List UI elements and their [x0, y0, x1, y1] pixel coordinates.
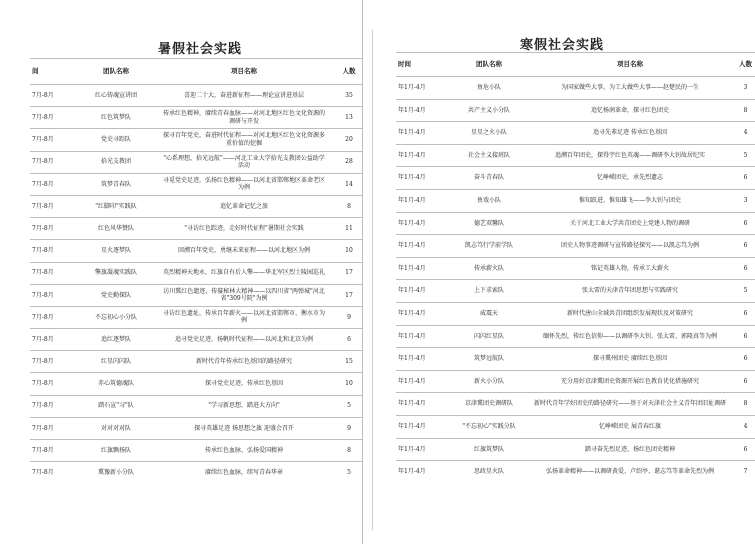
cell-team: "不忘初心"实践分队 — [448, 415, 530, 438]
table-row — [30, 306, 363, 328]
cell-team: 不忘初心小分队 — [72, 306, 160, 328]
cell-time: 年1月-4月 — [396, 325, 448, 348]
table-row — [396, 167, 755, 190]
cell-project: 惟知跃进，惟知雄飞——李大钊与团史 — [530, 189, 730, 212]
cell-time: 7月-8月 — [30, 440, 72, 462]
header-project: 项目名称 — [160, 59, 328, 85]
cell-team: 踏石宣"习"队 — [72, 395, 160, 417]
cell-time: 7月-8月 — [30, 395, 72, 417]
cell-time: 年1月-4月 — [396, 257, 448, 280]
cell-count: 6 — [730, 212, 755, 235]
cell-team: 赤心筑德魂队 — [72, 373, 160, 395]
table-row — [396, 393, 755, 416]
cell-time: 7月-8月 — [30, 173, 72, 195]
cell-project: 追忆杨润革命，探寻红色团史 — [530, 99, 730, 122]
cell-team: 党史勤探队 — [72, 284, 160, 306]
winter-practice-table — [396, 52, 755, 483]
cell-count: 7 — [730, 461, 755, 484]
cell-count: 35 — [328, 85, 363, 107]
table-row — [396, 122, 755, 145]
cell-team: 对对对对队 — [72, 417, 160, 439]
cell-team: 党史寻踪队 — [72, 129, 160, 151]
cell-count: 17 — [328, 262, 363, 284]
page-divider — [372, 30, 373, 530]
table-row — [396, 415, 755, 438]
cell-time: 年1月-4月 — [396, 189, 448, 212]
table-header-row — [396, 53, 755, 77]
cell-count: 9 — [328, 306, 363, 328]
cell-count: 5 — [730, 280, 755, 303]
cell-time: 年1月-4月 — [396, 438, 448, 461]
cell-team: 筑梦远航队 — [448, 348, 530, 371]
table-row — [396, 99, 755, 122]
table-row — [30, 195, 363, 217]
cell-team: 奋斗青春队 — [448, 167, 530, 190]
cell-project: 新时代青年传承红色基因的路径研究 — [160, 351, 328, 373]
table-row — [30, 85, 363, 107]
table-row — [396, 235, 755, 258]
cell-team: 鱼戏小队 — [448, 189, 530, 212]
cell-team: 上下求索队 — [448, 280, 530, 303]
cell-count: 6 — [730, 302, 755, 325]
cell-count: 6 — [328, 329, 363, 351]
cell-count: 10 — [328, 240, 363, 262]
table-header-row — [30, 59, 363, 85]
cell-project: 充分用好京津冀团史资源开展红色教育优化措施研究 — [530, 370, 730, 393]
cell-team: 星星之火小队 — [448, 122, 530, 145]
summer-practice-table — [30, 58, 363, 484]
cell-count: 6 — [730, 325, 755, 348]
cell-project: 喜迎二十大，奋进新征程——理论宣讲进基层 — [160, 85, 328, 107]
cell-project: 回溯百年党史，勇继未来征程——以河北地区为例 — [160, 240, 328, 262]
table-row — [30, 218, 363, 240]
cell-time: 7月-8月 — [30, 129, 72, 151]
summer-practice-sheet — [30, 0, 363, 544]
cell-count: 11 — [328, 218, 363, 240]
table-row — [396, 280, 755, 303]
cell-project: 探寻冀州团史 赓续红色基因 — [530, 348, 730, 371]
cell-count: 8 — [730, 99, 755, 122]
cell-time: 年1月-4月 — [396, 280, 448, 303]
cell-team: 红旗飘扬队 — [72, 440, 160, 462]
cell-time: 年1月-4月 — [396, 461, 448, 484]
cell-time: 年1月-4月 — [396, 370, 448, 393]
cell-count: 6 — [730, 348, 755, 371]
cell-time: 7月-8月 — [30, 306, 72, 328]
cell-count: 9 — [328, 417, 363, 439]
cell-count: 5 — [328, 395, 363, 417]
table-row — [30, 129, 363, 151]
cell-project: 关于河北工业大学共青团史上党建人物的调研 — [530, 212, 730, 235]
cell-team: 追红逐梦队 — [72, 329, 160, 351]
cell-team: 京津冀团史调研队 — [448, 393, 530, 416]
cell-count: 5 — [328, 462, 363, 484]
cell-count: 6 — [730, 370, 755, 393]
cell-team: 传承薪火队 — [448, 257, 530, 280]
cell-team: 德艺双馨队 — [448, 212, 530, 235]
table-row — [30, 173, 363, 195]
header-project: 项目名称 — [530, 53, 730, 77]
cell-time: 7月-8月 — [30, 462, 72, 484]
cell-time: 7月-8月 — [30, 373, 72, 395]
cell-count: 6 — [730, 438, 755, 461]
table-row — [396, 257, 755, 280]
cell-project: 缅怀先烈，传红色信仰——以调研李大钊、张太雷、郭隆真等为例 — [530, 325, 730, 348]
cell-team: 红心铸魂宣讲团 — [72, 85, 160, 107]
cell-time: 7月-8月 — [30, 195, 72, 217]
cell-project: 忆峥嵘团史 展青春红旗 — [530, 415, 730, 438]
cell-project: 传承红色血脉，弘扬爱国精神 — [160, 440, 328, 462]
cell-time: 7月-8月 — [30, 218, 72, 240]
cell-time: 7月-8月 — [30, 262, 72, 284]
cell-project: 新时代青年学好团史的路径研究——基于对天津社会主义青年团旧址调研 — [530, 393, 730, 416]
cell-count: 14 — [328, 173, 363, 195]
cell-time: 年1月-4月 — [396, 122, 448, 145]
cell-time: 7月-8月 — [30, 329, 72, 351]
cell-project: 追寻先辈足迹 传承红色基因 — [530, 122, 730, 145]
summer-sheet-title: 暑假社会实践 — [158, 42, 243, 57]
cell-time: 年1月-4月 — [396, 167, 448, 190]
cell-team: 新火小分队 — [448, 370, 530, 393]
cell-time: 7月-8月 — [30, 85, 72, 107]
table-row — [396, 302, 755, 325]
cell-time: 年1月-4月 — [396, 99, 448, 122]
cell-count: 28 — [328, 151, 363, 173]
cell-project: 团史人物事迹调研与宣传路径探究——以凯志笃为例 — [530, 235, 730, 258]
cell-team: 筑梦青春队 — [72, 173, 160, 195]
table-row — [396, 325, 755, 348]
cell-count: 20 — [328, 129, 363, 151]
cell-team: 凯志笃行学前学队 — [448, 235, 530, 258]
cell-time: 年1月-4月 — [396, 77, 448, 100]
cell-team: 红旗筑梦队 — [448, 438, 530, 461]
table-row — [396, 189, 755, 212]
cell-project: 弘扬革命精神——以调研黄爱、卢绍亭、谌志笃等革命先烈为例 — [530, 461, 730, 484]
cell-team: 擎旗凝魂实践队 — [72, 262, 160, 284]
cell-time: 7月-8月 — [30, 107, 72, 129]
cell-project: 为国家做些大事，为工大做些大事——赵楚民的一生 — [530, 77, 730, 100]
table-row — [30, 151, 363, 173]
cell-count: 3 — [730, 189, 755, 212]
table-row — [396, 348, 755, 371]
table-row — [30, 262, 363, 284]
cell-count: 3 — [730, 77, 755, 100]
header-team: 团队名称 — [448, 53, 530, 77]
cell-time: 7月-8月 — [30, 351, 72, 373]
cell-time: 年1月-4月 — [396, 393, 448, 416]
cell-project: 追寻党史足迹，扬帆时代征程——以河北和北京为例 — [160, 329, 328, 351]
winter-practice-sheet — [380, 0, 755, 544]
cell-team: 拾光支教团 — [72, 151, 160, 173]
cell-team: 冀豫新小分队 — [72, 462, 160, 484]
table-row — [30, 373, 363, 395]
cell-project: 新时代唐山全域共青团组织发展现状及对策研究 — [530, 302, 730, 325]
cell-team: 威震天 — [448, 302, 530, 325]
cell-project: 寻访红色遗址，传承百年薪火——以河北省邯郸市、衡水市为例 — [160, 306, 328, 328]
cell-project: 英烈精神天地永，红旗自有后人擎——华北军区烈士陵园巡礼 — [160, 262, 328, 284]
cell-project: 张太雷的天津青年团思想与实践研究 — [530, 280, 730, 303]
cell-count: 15 — [328, 351, 363, 373]
cell-team: 社会主义接班队 — [448, 144, 530, 167]
cell-project: 铭记英雄人物，传承工大薪火 — [530, 257, 730, 280]
cell-project: 探寻党史足迹，传承红色基因 — [160, 373, 328, 395]
cell-time: 年1月-4月 — [396, 144, 448, 167]
cell-count: 8 — [328, 440, 363, 462]
cell-team: 星火逐梦队 — [72, 240, 160, 262]
table-row — [396, 77, 755, 100]
table-row — [396, 144, 755, 167]
header-time: 间 — [30, 59, 72, 85]
cell-count: 8 — [730, 393, 755, 416]
cell-project: 访川冀红色遗迹，传璇秘林大精神——以四川省"两弹城"河北省"309号院"为例 — [160, 284, 328, 306]
cell-team: 共产主义小分队 — [448, 99, 530, 122]
cell-time: 年1月-4月 — [396, 348, 448, 371]
cell-project: 踏寻奋先烈足迹，扬红色团史精神 — [530, 438, 730, 461]
cell-project: 探寻百年党史，奋进时代征程——对河北地区红色文化资源多重价值的挖掘 — [160, 129, 328, 151]
cell-count: 4 — [730, 122, 755, 145]
cell-time: 7月-8月 — [30, 240, 72, 262]
table-row — [30, 329, 363, 351]
cell-time: 7月-8月 — [30, 417, 72, 439]
cell-project: 传承红色精神，赓续青春血脉——对河北地区红色文化资源的调研与开发 — [160, 107, 328, 129]
cell-count: 6 — [730, 257, 755, 280]
table-row — [30, 395, 363, 417]
cell-count: 4 — [730, 415, 755, 438]
header-count: 人数 — [730, 53, 755, 77]
cell-time: 年1月-4月 — [396, 212, 448, 235]
table-row — [30, 240, 363, 262]
table-row — [396, 212, 755, 235]
table-row — [30, 351, 363, 373]
cell-project: "学习新思想，踏进大方向" — [160, 395, 328, 417]
table-row — [396, 370, 755, 393]
table-row — [30, 440, 363, 462]
winter-sheet-title: 寒假社会实践 — [520, 38, 605, 53]
cell-project: 追忆革命记忆之旅 — [160, 195, 328, 217]
header-team: 团队名称 — [72, 59, 160, 85]
cell-time: 年1月-4月 — [396, 415, 448, 438]
cell-team: "红脚印"实践队 — [72, 195, 160, 217]
cell-time: 年1月-4月 — [396, 302, 448, 325]
cell-project: "心系理想，拾光远航"——河北工业大学拾光支教团公益助学活动 — [160, 151, 328, 173]
cell-team: 思政星火队 — [448, 461, 530, 484]
cell-project: 追溯百年团史，探得宇红色英魂——调研李大钊故居纪实 — [530, 144, 730, 167]
table-row — [30, 417, 363, 439]
cell-count: 13 — [328, 107, 363, 129]
cell-team: 红色风华赞队 — [72, 218, 160, 240]
cell-project: 寻觅党史足迹，弘扬红色精神——以河北省邯郸地区革命老区为例 — [160, 173, 328, 195]
cell-count: 6 — [730, 235, 755, 258]
cell-team: 鱼危小队 — [448, 77, 530, 100]
table-row — [396, 461, 755, 484]
cell-project: "寻访红色踪迹，走好时代征程"暑期社会实践 — [160, 218, 328, 240]
cell-count: 6 — [730, 167, 755, 190]
cell-time: 年1月-4月 — [396, 235, 448, 258]
table-row — [30, 284, 363, 306]
cell-project: 赓续红色血脉，续写青春华章 — [160, 462, 328, 484]
cell-count: 8 — [328, 195, 363, 217]
cell-project: 忆峥嵘团史，承先烈遗志 — [530, 167, 730, 190]
cell-time: 7月-8月 — [30, 284, 72, 306]
table-row — [396, 438, 755, 461]
cell-team: 闪闪红星队 — [448, 325, 530, 348]
cell-count: 10 — [328, 373, 363, 395]
header-count: 人数 — [328, 59, 363, 85]
table-row — [30, 107, 363, 129]
cell-time: 7月-8月 — [30, 151, 72, 173]
cell-count: 5 — [730, 144, 755, 167]
header-time: 时间 — [396, 53, 448, 77]
cell-team: 红星闪闪队 — [72, 351, 160, 373]
table-row — [30, 462, 363, 484]
cell-project: 探寻英雄足迹 扬思想之旗 迎盛会召开 — [160, 417, 328, 439]
cell-count: 17 — [328, 284, 363, 306]
cell-team: 红色筑梦队 — [72, 107, 160, 129]
